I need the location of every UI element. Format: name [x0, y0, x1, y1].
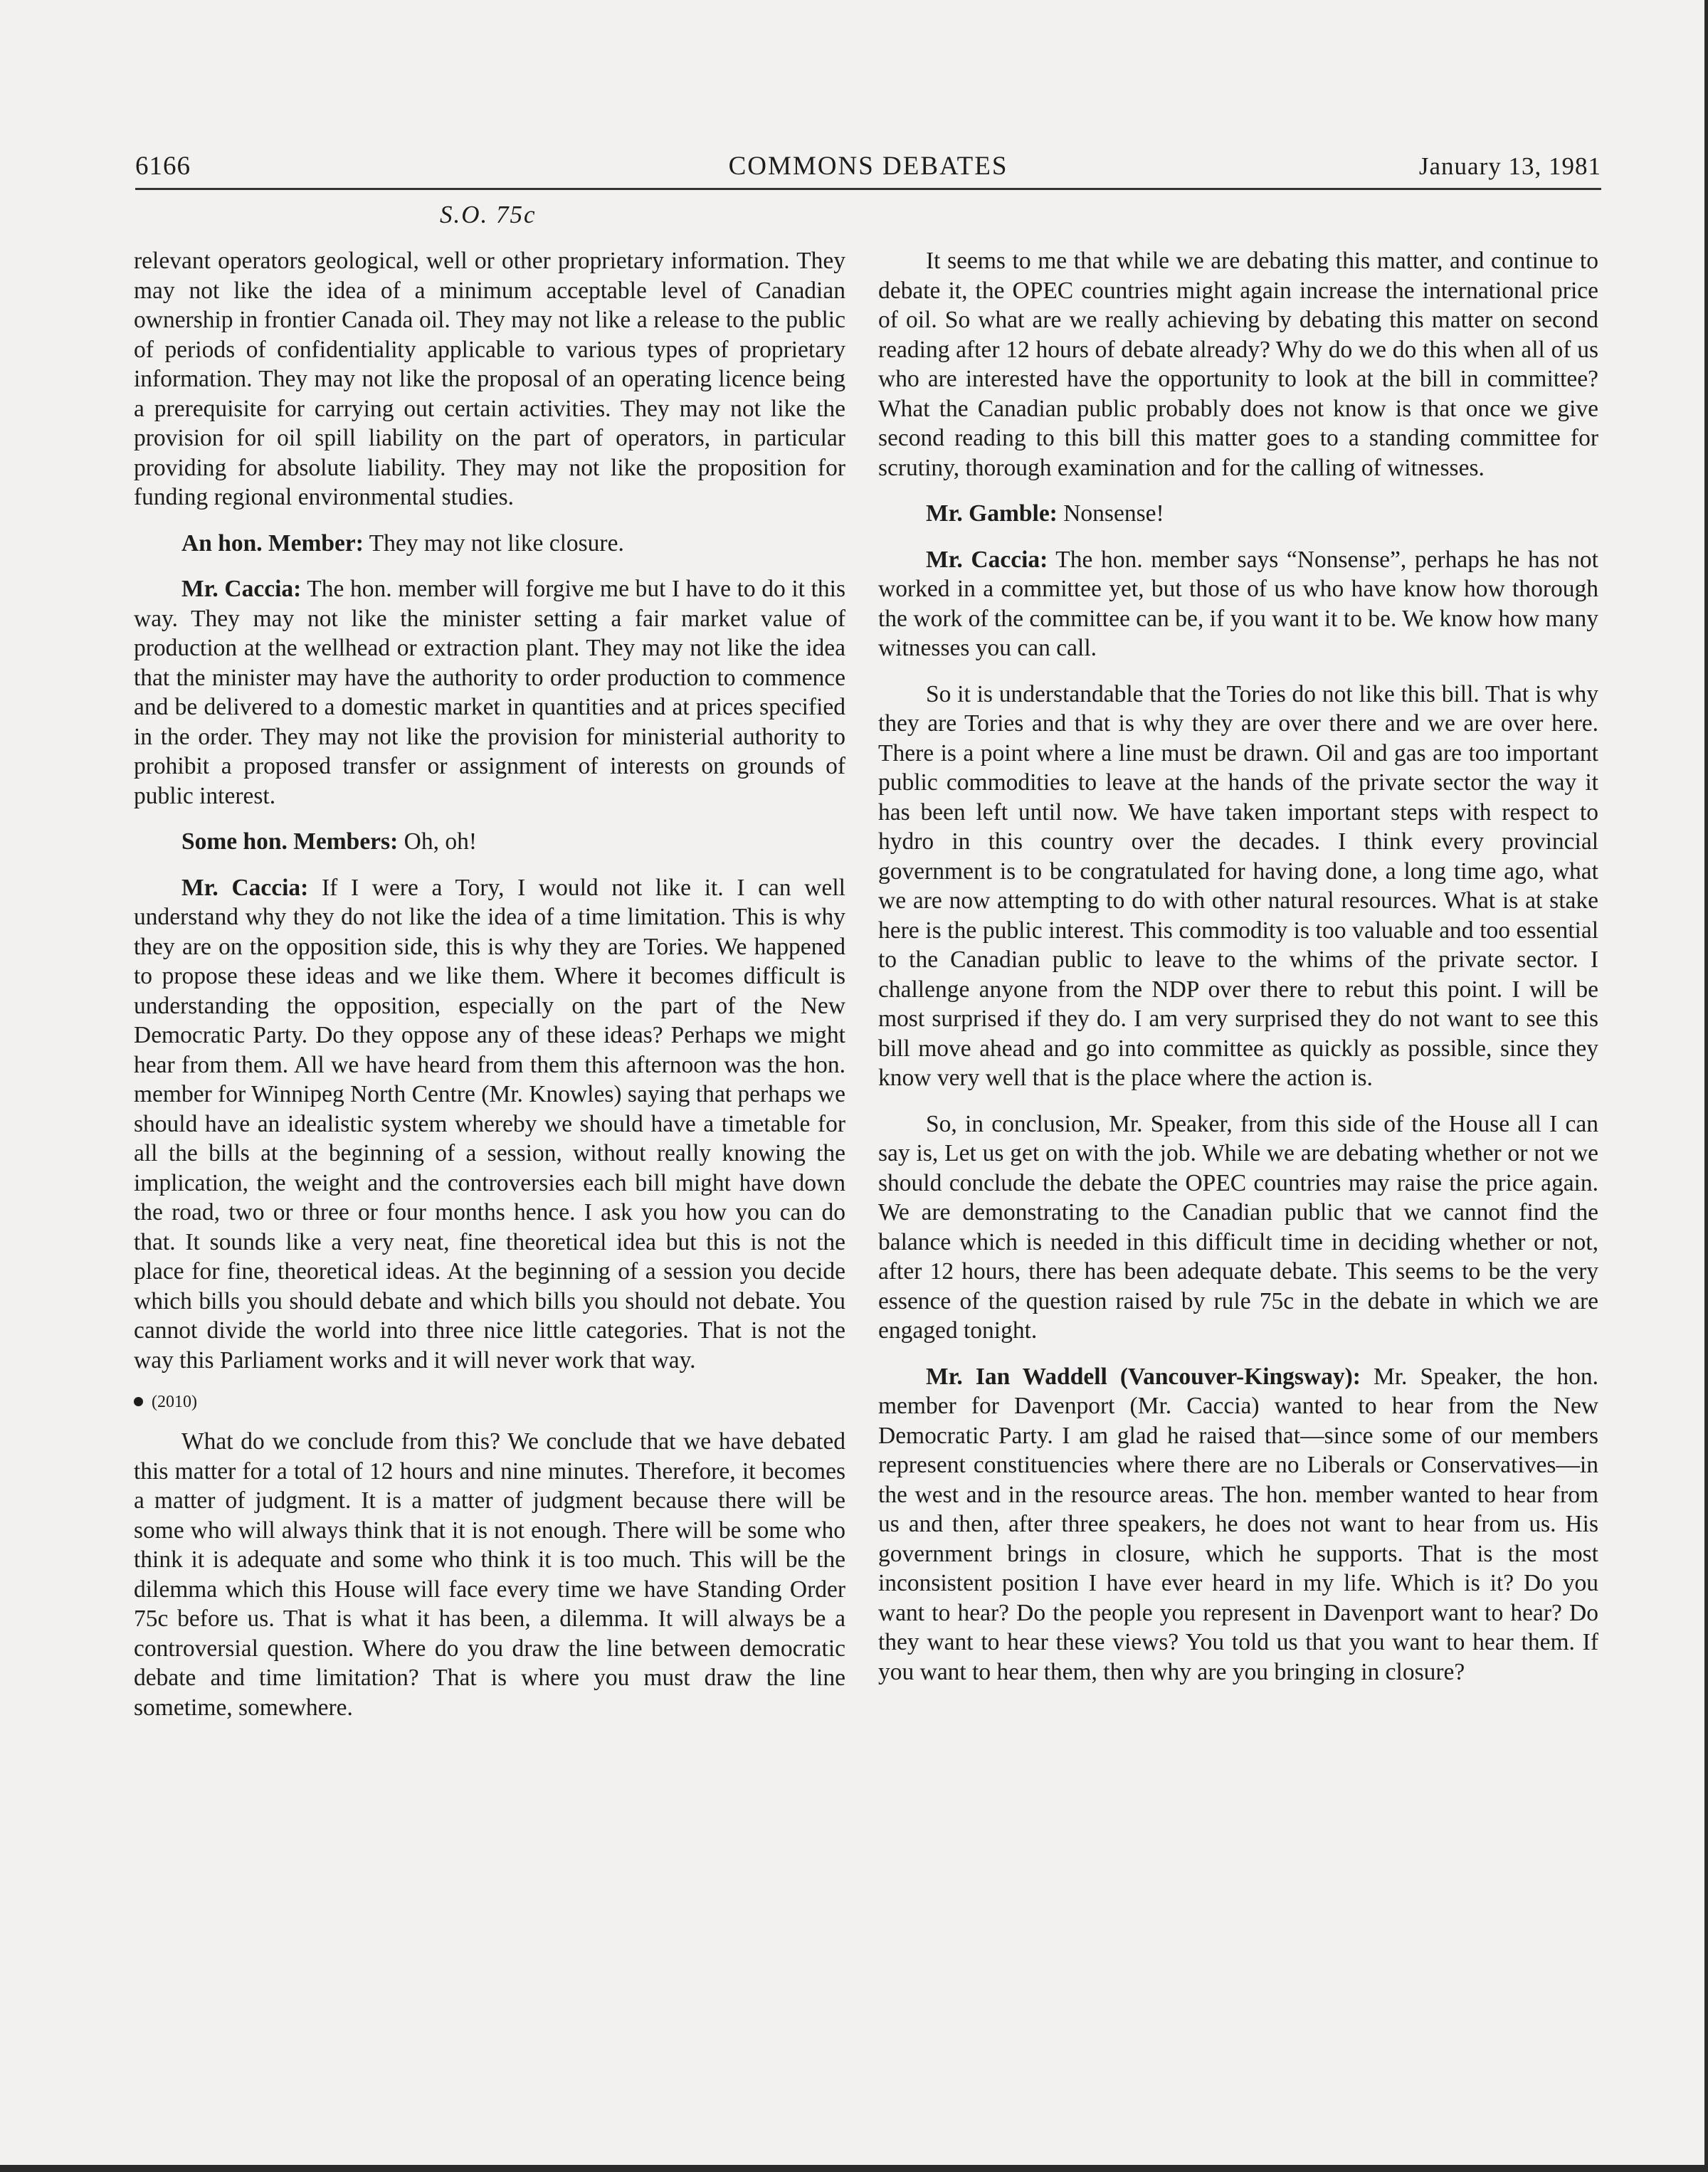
paragraph: What do we conclude from this? We conclude that we have debated this matter for a total of 12 hours and nine minutes. Therefore, it becomes a matter of judgment. It is a matter of judgment because there will be some who will always think that it is not enough. There will be some who think it is adequate and some who think it is too much. This will be the dilemma which this House will face every time we have Standing Order 75c before us. That is what it has been, a dilemma. It will always be a controversial question. Where do you draw the line between democratic debate and time limitation? That is where you must draw the line sometime, somewhere. — [134, 1428, 845, 1721]
speech-text: Oh, oh! — [398, 828, 477, 855]
header-rule — [135, 188, 1601, 190]
page-header — [135, 151, 1601, 191]
speech-paragraph — [878, 499, 1598, 529]
publication-date: January 13, 1981 — [1418, 152, 1601, 180]
left-column — [134, 246, 845, 1739]
page-number: 6166 — [135, 152, 191, 181]
speaker-name: Mr. Ian Waddell (Vancouver-Kingsway): — [926, 1363, 1361, 1390]
paragraph: So it is understandable that the Tories do not like this bill. That is why they are Tories and that is why they are over there and we are over here. There is a point where a line must be drawn. Oil and gas are too important public commodities to leave at the hands of the private sector the way it has been left until now. We have taken important steps with respect to hydro in this country over the decades. I think every provincial government is to be congratulated for having done, a long time ago, what we are now attempting to do with other natural resources. What is at stake here is the public interest. This commodity is too valuable and too essential to the Canadian public to leave to the whims of the private sector. I challenge anyone from the NDP over there to rebut this point. I will be most surprised if they do. I am very surprised they do not want to see this bill move ahead and go into committee as quickly as possible, since they know very well that is the place where the action is. — [878, 680, 1598, 1091]
speaker-name: Mr. Caccia: — [926, 546, 1048, 573]
speech-text: They may not like closure. — [363, 529, 624, 557]
section-reference: S.O. 75c — [440, 201, 537, 228]
speaker-name: Mr. Caccia: — [181, 576, 302, 602]
scan-edge-right — [1704, 0, 1708, 2172]
paragraph: relevant operators geological, well or other proprietary information. They may not like the idea of a minimum acceptable level of Canadian ownership in frontier Canada oil. They may not like a release to the public of periods of confidentiality applicable to various types of proprietary information. They may not like the proposal of an operating licence being a prerequisite for carrying out certain activities. They may not like the provision for oil spill liability on the part of operators, in particular providing for absolute liability. They may not like the proposition for funding regional environmental studies. — [134, 248, 845, 510]
publication-title: COMMONS DEBATES — [728, 152, 1008, 181]
speech-text: Mr. Speaker, the hon. member for Davenport (Mr. Caccia) wanted to hear from the New Democratic Party. I am glad he raised that—since some of our members represent constituencies where there are no Liberals or Conservatives—in the west and in the resource areas. The hon. member wanted to hear from us and then, after three speakers, he does not want to hear from us. His government brings in closure, which he supports. That is the most inconsistent position I have ever heard in my life. Which is it? Do you want to hear? Do the people you represent in Davenport want to hear? Do they want to hear these views? You told us that you want to hear them. If you want to hear them, then why are you bringing in closure? — [878, 1363, 1599, 1685]
speaker-name: An hon. Member: — [181, 529, 364, 557]
right-column — [878, 246, 1598, 1703]
speech-paragraph — [134, 827, 845, 857]
speech-text: If I were a Tory, I would not like it. I can well understand why they do not like the idea of a time limitation. This is why they are on the opposition side, this is why they are Tories. We happened to propose these ideas and we like them. Where it becomes difficult is understanding the opposition, especially on the part of the New Democratic Party. Do they oppose any of these ideas? Perhaps we might hear from them. All we have heard from them this afternoon was the hon. member for Winnipeg North Centre (Mr. Knowles) saying that perhaps we should have an idealistic system whereby we should have a timetable for all the bills at the beginning of a session, without really knowing the implication, the weight and the controversies each bill might have down the road, two or three or four months hence. I ask you how you can do that. It sounds like a very neat, fine theoretical idea but this is not the place for fine, theoretical ideas. At the beginning of a session you decide which bills you should debate and which bills you should not debate. You cannot divide the world into three nice little categories. That is not the way this Parliament works and it will never work that way. — [134, 874, 845, 1374]
speaker-name: Some hon. Members: — [181, 828, 399, 855]
timestamp-text: (2010) — [152, 1393, 197, 1411]
bullet-icon — [134, 1397, 143, 1406]
paragraph: So, in conclusion, Mr. Speaker, from this side of the House all I can say is, Let us get on with the job. While we are debating whether or not we should conclude the debate the OPEC countries may raise the price again. We are demonstrating to the Canadian public that we cannot find the balance which is needed in this difficult time in deciding whether or not, after 12 hours, there has been adequate debate. This seems to be the very essence of the question raised by rule 75c in the debate in which we are engaged tonight. — [878, 1110, 1598, 1344]
scan-edge-bottom — [0, 2165, 1708, 2172]
paragraph: It seems to me that while we are debating this matter, and continue to debate it, the OPEC countries might again increase the international price of oil. So what are we really achieving by debating this matter on second reading after 12 hours of debate already? Why do we do this when all of us who are interested have the opportunity to look at the bill in committee? What the Canadian public probably does not know is that once we give second reading to this bill this matter goes to a standing committee for scrutiny, thorough examination and for the calling of witnesses. — [878, 248, 1598, 481]
speech-text: Nonsense! — [1057, 500, 1164, 527]
timestamp-marker — [134, 1391, 845, 1413]
speech-paragraph — [134, 574, 845, 811]
speech-text: The hon. member will forgive me but I have to do it this way. They may not like the minister setting a fair market value of production at the wellhead or extraction plant. They may not like the idea that the minister may have the authority to order production to commence and be delivered to a domestic market in quantities and at prices specified in the order. They may not like the provision for ministerial authority to prohibit a proposed transfer or assignment of interests on grounds of public interest. — [134, 576, 845, 809]
speech-paragraph — [878, 545, 1598, 663]
speech-paragraph — [878, 1362, 1598, 1687]
speech-text: The hon. member says “Nonsense”, perhaps he has not worked in a committee yet, but those of us who have know how thorough the work of the committee can be, if you want it to be. We know how many witnesses you can call. — [878, 546, 1598, 661]
speaker-name: Mr. Caccia: — [181, 874, 309, 901]
speech-paragraph — [134, 873, 845, 1376]
speaker-name: Mr. Gamble: — [926, 500, 1058, 527]
speech-paragraph — [134, 529, 845, 559]
